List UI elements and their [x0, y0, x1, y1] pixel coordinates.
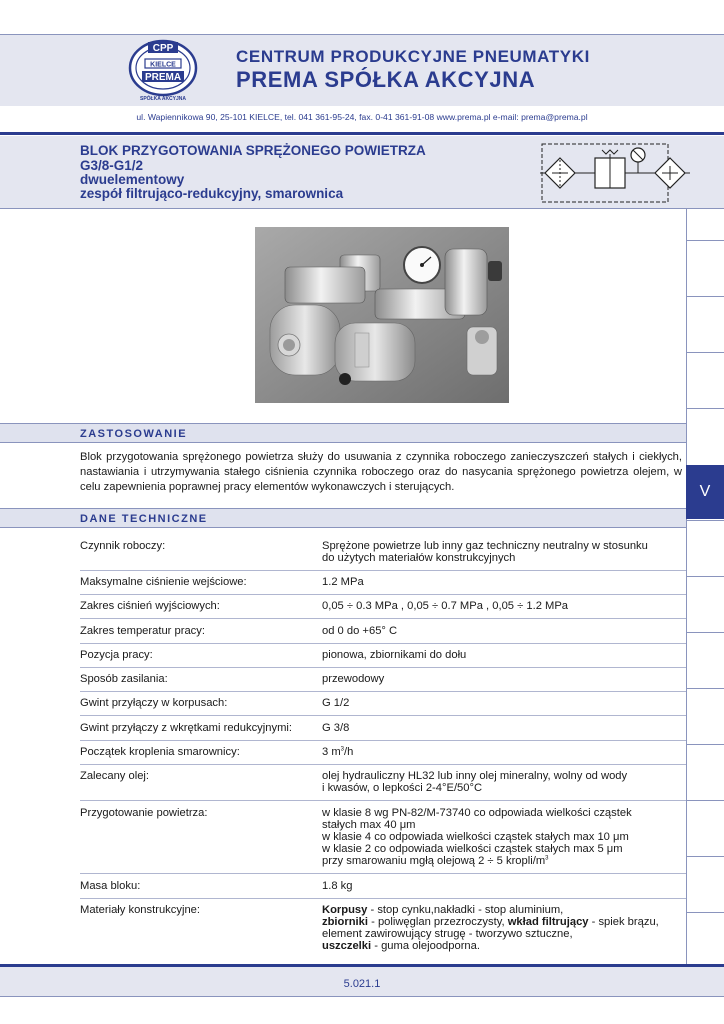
tech-label-max-pressure: Maksymalne ciśnienie wejściowe:: [80, 576, 247, 588]
tech-value-materials-2: zbiorniki - poliwęglan przezroczysty, wkład filtrujący - spiek brązu,: [322, 916, 659, 928]
tech-value-air-prep-4: w klasie 2 co odpowiada wielkości cząstek stałych max 5 μm: [322, 843, 623, 855]
product-subtitle-2: zespół filtrująco-redukcyjny, smarownica: [80, 186, 344, 201]
table-row-divider: [80, 691, 686, 692]
right-index-column: [686, 209, 724, 964]
tech-value-medium-1: Sprężone powietrze lub inny gaz techniczny neutralny w stosunku: [322, 540, 648, 552]
tech-value-medium-2: do użytych materiałów konstrukcyjnych: [322, 552, 516, 564]
table-row-divider: [80, 715, 686, 716]
company-logo: [128, 38, 198, 102]
table-row-divider: [80, 898, 686, 899]
tech-label-medium: Czynnik roboczy:: [80, 540, 166, 552]
tech-value-mass: 1.8 kg: [322, 880, 353, 892]
tech-value-materials-1: Korpusy - stop cynku,nakładki - stop aluminium,: [322, 904, 564, 916]
logo-cpp-text: CPP: [152, 43, 174, 54]
tech-label-materials: Materiały konstrukcyjne:: [80, 904, 200, 916]
tech-label-body-thread: Gwint przyłączy w korpusach:: [80, 697, 228, 709]
section-tab-v[interactable]: V: [686, 465, 724, 519]
usage-heading-text: ZASTOSOWANIE: [80, 428, 188, 440]
tech-label-position: Pozycja pracy:: [80, 649, 153, 661]
table-row-divider: [80, 618, 686, 619]
tech-value-air-prep-3: w klasie 4 co odpowiada wielkości cząstek stałych max 10 μm: [322, 831, 629, 843]
tech-value-air-prep-1: w klasie 8 wg PN-82/M-73740 co odpowiada wielkości cząstek: [322, 807, 632, 819]
logo-spolka-text: SPÓŁKA AKCYJNA: [139, 96, 187, 102]
tech-value-air-prep-5: przy smarowaniu mgłą olejową 2 ÷ 5 kropli/$m^3$: [322, 855, 549, 867]
table-row-divider: [80, 570, 686, 571]
tech-label-drip-start: Początek kroplenia smarownicy:: [80, 746, 240, 758]
table-row-divider: [80, 800, 686, 801]
contact-address: ul. Wapiennikowa 90, 25-101 KIELCE, tel. 041 361-95-24, fax. 0-41 361-91-08 www.prema.pl e-mail: prema@prema.pl: [136, 112, 588, 122]
table-row-divider: [80, 740, 686, 741]
company-name-line1: CENTRUM PRODUKCYJNE PNEUMATYKI: [236, 47, 590, 66]
product-photo: [255, 227, 509, 403]
tech-value-air-prep-2: stałych max 40 μm: [322, 819, 416, 831]
tech-label-reducer-thread: Gwint przyłączy z wkrętkami redukcyjnymi:: [80, 722, 292, 734]
tech-value-max-pressure: 1.2 MPa: [322, 576, 364, 588]
tech-value-temperature: od 0 do +65° C: [322, 625, 398, 637]
table-row-divider: [80, 873, 686, 874]
tech-label-output-pressure: Zakres ciśnień wyjściowych:: [80, 600, 220, 612]
tech-value-materials-4: uszczelki - guma olejoodporna.: [322, 940, 480, 952]
usage-description: Blok przygotowania sprężonego powietrza służy do usuwania z czynnika roboczego zanieczyszczeń stałych i ciekłych, nastawiania i utrzymywania stałego ciśnienia czynnika roboczego oraz do nasycania sprężonego powietrza olejem, w celu zapewnienia poprawnej pracy elementów wykonawczych i sterujących.: [80, 451, 682, 493]
company-name-line2: PREMA SPÓŁKA AKCYJNA: [236, 67, 536, 92]
tech-value-oil-2: i kwasów, o lepkości 2-4°E/50°C: [322, 782, 483, 794]
product-thread-size: G3/8-G1/2: [80, 158, 144, 173]
page-code: 5.021.1: [343, 978, 381, 990]
table-row-divider: [80, 667, 686, 668]
table-row-divider: [80, 643, 686, 644]
title-rule: [0, 208, 724, 209]
header-rule: [0, 132, 724, 135]
tech-value-output-pressure: 0,05 ÷ 0.3 MPa , 0,05 ÷ 0.7 MPa , 0,05 ÷ 1.2 MPa: [322, 600, 569, 612]
tech-value-body-thread: G 1/2: [322, 697, 350, 709]
tech-value-materials-3: element zawirowujący strugę - tworzywo sztuczne,: [322, 928, 573, 940]
tech-label-oil: Zalecany olej:: [80, 770, 150, 782]
tech-value-reducer-thread: G 3/8: [322, 722, 350, 734]
tech-value-supply: przewodowy: [322, 673, 385, 685]
tech-data-heading-text: DANE TECHNICZNE: [80, 513, 208, 525]
pneumatic-symbol-diagram: [540, 140, 690, 206]
tech-value-drip-start: 3 $m^3/h$: [322, 746, 354, 758]
product-title: BLOK PRZYGOTOWANIA SPRĘŻONEGO POWIETRZA: [80, 143, 426, 158]
tech-label-supply: Sposób zasilania:: [80, 673, 168, 685]
tech-value-oil-1: olej hydrauliczny HL32 lub inny olej mineralny, wolny od wody: [322, 770, 628, 782]
usage-heading: [0, 423, 686, 443]
table-row-divider: [80, 594, 686, 595]
tech-label-temperature: Zakres temperatur pracy:: [80, 625, 205, 637]
logo-prema-text: PREMA: [144, 72, 182, 83]
product-subtitle-1: dwuelementowy: [80, 172, 185, 187]
table-row-divider: [80, 764, 686, 765]
tech-data-heading: [0, 508, 686, 528]
logo-kielce-text: KIELCE: [150, 61, 176, 69]
tech-value-position: pionowa, zbiornikami do dołu: [322, 649, 467, 661]
top-margin: [0, 0, 724, 34]
tech-label-mass: Masa bloku:: [80, 880, 141, 892]
tech-label-air-prep: Przygotowanie powietrza:: [80, 807, 208, 819]
